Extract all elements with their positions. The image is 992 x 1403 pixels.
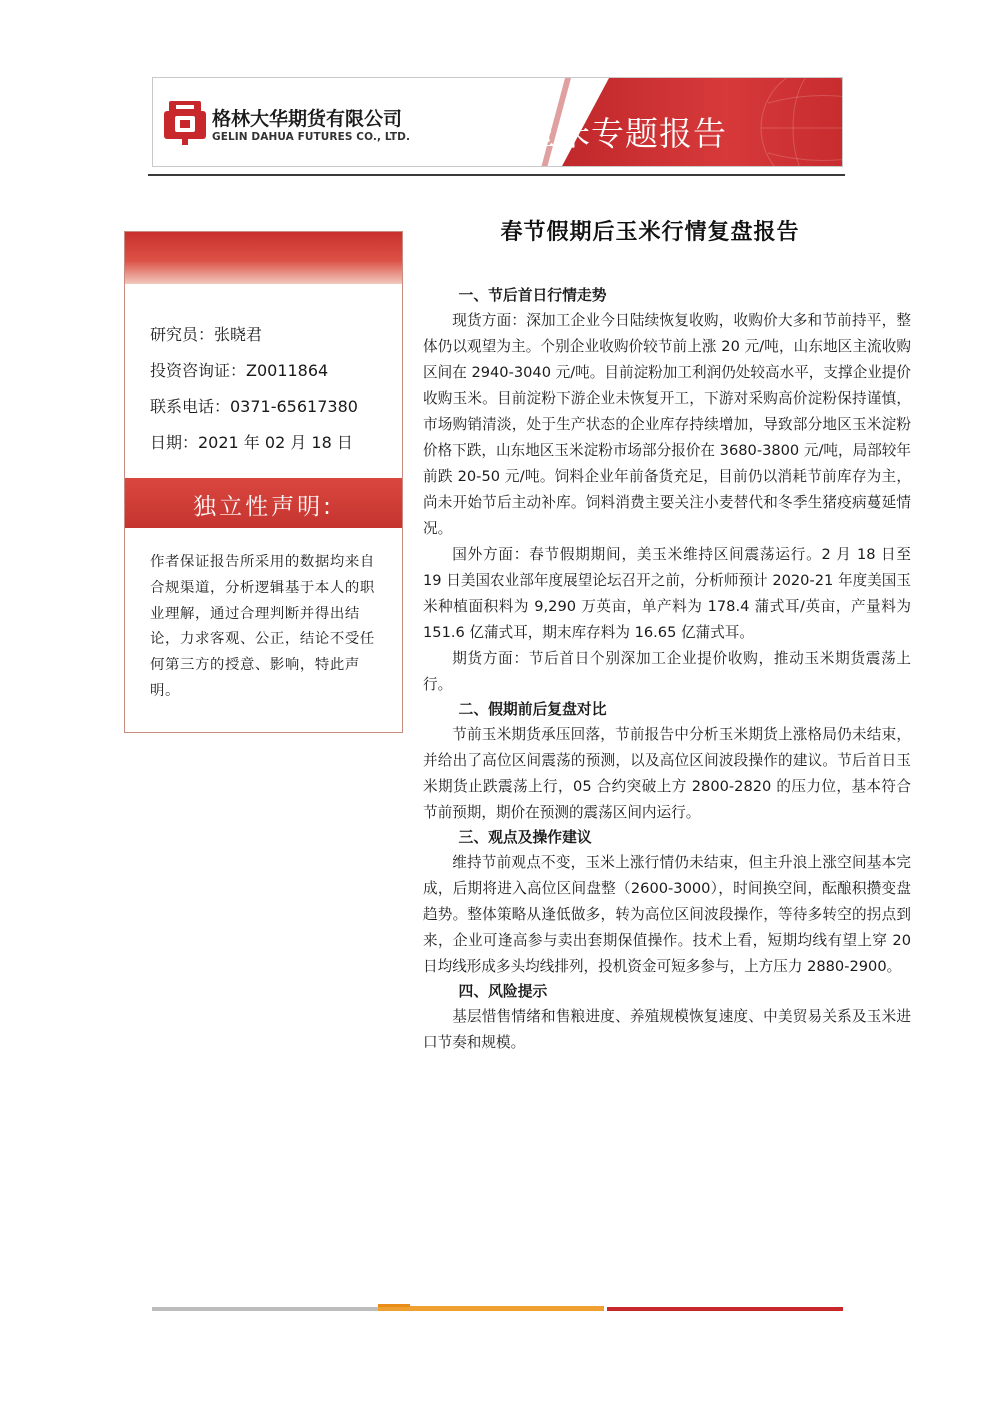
section-heading: 四、风险提示 [458, 983, 548, 1000]
report-type-title: 玉米专题报告 [523, 114, 727, 153]
footer-bar-gray [152, 1307, 378, 1311]
declaration-text: 作者保证报告所采用的数据均来自合规渠道，分析逻辑基于本人的职业理解，通过合理判断并得出结论，力求客观、公正，结论不受任何第三方的授意、影响，特此声明。 [150, 554, 375, 699]
panel-top-band [125, 232, 402, 284]
contact-phone: 联系电话：0371-65617380 [150, 397, 358, 416]
paragraph: 节前玉米期货承压回落，节前报告中分析玉米期货上涨格局仍未结束，并给出了高位区间震荡的预测，以及高位区间波段操作的建议。节后首日玉米期货止跌震荡上行，05 合约突破上方 2800-2820 的压力位，基本符合节前预期，期价在预测的震荡区间内运行。 [423, 726, 911, 821]
header-divider [148, 174, 845, 176]
report-date: 日期：2021 年 02 月 18 日 [150, 433, 353, 452]
section-heading: 二、假期前后复盘对比 [458, 701, 607, 718]
globe-decoration-icon [713, 77, 843, 167]
paragraph: 基层惜售情绪和售粮进度、养殖规模恢复速度、中美贸易关系及玉米进口节奏和规模。 [423, 1008, 911, 1051]
company-name-cn: 格林大华期货有限公司 [212, 108, 403, 130]
article-body [423, 284, 911, 1056]
declaration-header [125, 478, 402, 528]
article-title: 春节假期后玉米行情复盘报告 [500, 220, 800, 245]
paragraph: 现货方面：深加工企业今日陆续恢复收购，收购价大多和节前持平，整体仍以观望为主。个别企业收购价较节前上涨 20 元/吨，山东地区主流收购区间在 2940-3040 元/吨。目前淀粉加工利润仍处较高水平，支撑企业提价收购玉米。目前淀粉下游企业未恢复开工，下游对采购高价淀粉保持谨慎，市场购销清淡，处于生产状态的企业库存持续增加，导致部分地区玉米淀粉价格下跌，山东地区玉米淀粉市场部分报价在 3680-3800 元/吨，局部较年前跌 20-50 元/吨。饲料企业年前备货充足，目前仍以消耗节前库存为主，尚未开始节后主动补库。饲料消费主要关注小麦替代和冬季生猪疫病蔓延情况。 [423, 312, 911, 537]
license-number: 投资咨询证：Z0011864 [150, 361, 329, 380]
paragraph: 维持节前观点不变，玉米上涨行情仍未结束，但主升浪上涨空间基本完成，后期将进入高位区间盘整（2600-3000），时间换空间，酝酿积攒变盘趋势。整体策略从逢低做多，转为高位区间波段操作，等待多转空的拐点到来，企业可逢高参与卖出套期保值操作。技术上看，短期均线有望上穿 20 日均线形成多头均线排列，投机资金可短多参与，上方压力 2880-2900。 [423, 854, 911, 975]
footer-bar-orange [378, 1306, 604, 1311]
company-logo-icon [163, 97, 207, 145]
paragraph: 期货方面：节后首日个别深加工企业提价收购，推动玉米期货震荡上行。 [423, 650, 911, 693]
section-heading: 三、观点及操作建议 [458, 829, 592, 846]
section-heading: 一、节后首日行情走势 [458, 287, 607, 304]
company-name-en: GELIN DAHUA FUTURES CO., LTD. [212, 131, 411, 143]
analyst-info-panel [124, 231, 403, 733]
analyst-name: 研究员：张晓君 [150, 325, 263, 344]
paragraph: 国外方面：春节假期期间，美玉米维持区间震荡运行。2 月 18 日至 19 日美国农业部年度展望论坛召开之前，分析师预计 2020-21 年度美国玉米种植面积料为 9,290 万英亩，单产料为 178.4 蒲式耳/英亩，产量料为 151.6 亿蒲式耳，期末库存料为 16.65 亿蒲式耳。 [423, 546, 911, 641]
footer-bar-red [607, 1307, 843, 1311]
footer-bar-orange-tab [378, 1304, 410, 1307]
declaration-title: 独立性声明: [193, 494, 334, 520]
